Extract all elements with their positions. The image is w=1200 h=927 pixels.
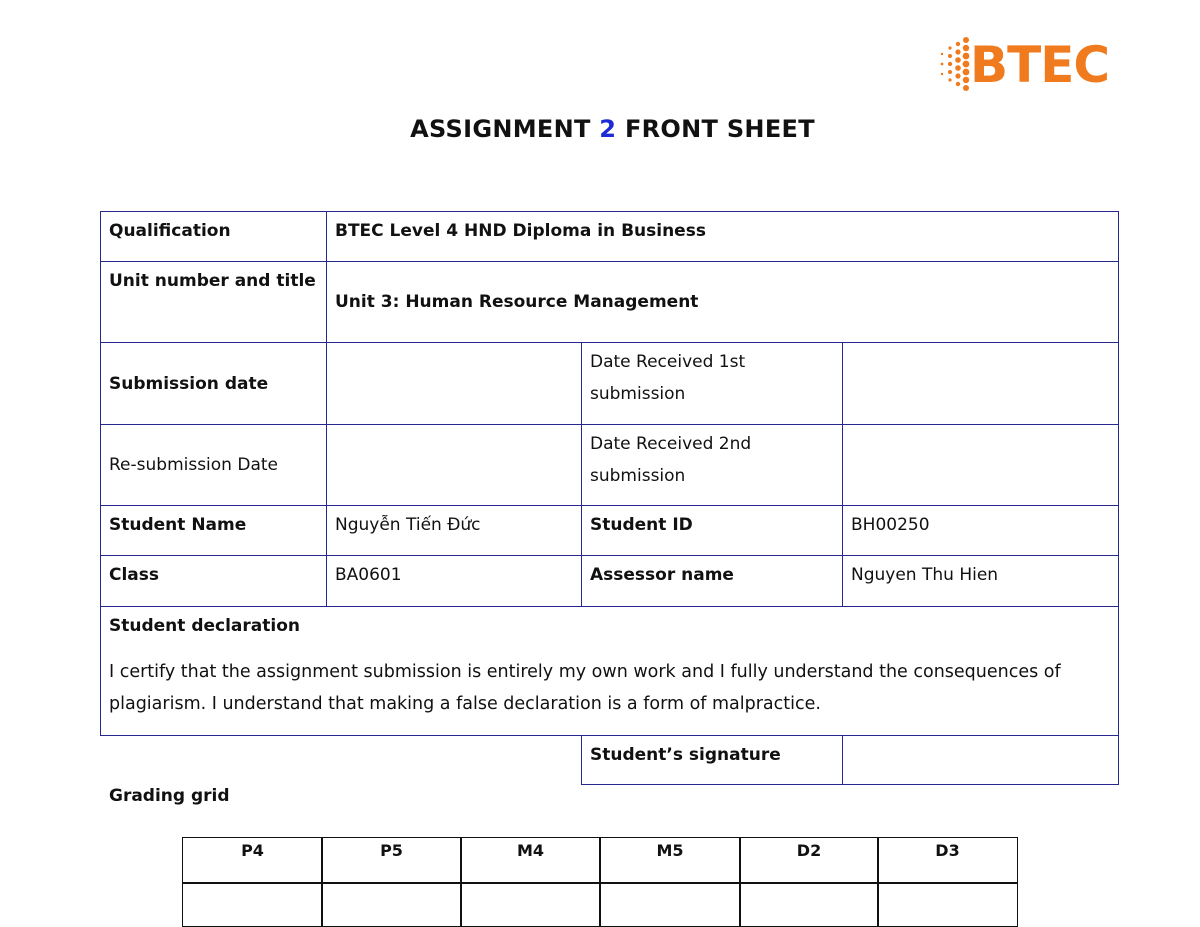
grid-header-m4: M4 <box>460 837 601 884</box>
grid-value-p4[interactable] <box>182 882 323 927</box>
grid-header-m5: M5 <box>599 837 741 884</box>
student-id-value[interactable]: BH00250 <box>842 505 1119 556</box>
grid-value-m4[interactable] <box>460 882 601 927</box>
grid-value-m5[interactable] <box>599 882 741 927</box>
assessor-name-value[interactable]: Nguyen Thu Hien <box>842 555 1119 607</box>
grid-header-p4: P4 <box>182 837 323 884</box>
submission-date-label-text: Submission date <box>109 373 269 394</box>
resubmission-date-label <box>100 424 327 506</box>
class-label: Class <box>100 555 327 607</box>
class-value[interactable]: BA0601 <box>326 555 582 607</box>
student-name-value[interactable]: Nguyễn Tiến Đức <box>326 505 582 556</box>
date-received-2nd-field[interactable] <box>842 424 1119 506</box>
qualification-value: BTEC Level 4 HND Diploma in Business <box>326 211 1119 262</box>
logo-text: BTEC <box>970 36 1110 94</box>
grid-value-d2[interactable] <box>739 882 879 927</box>
title-prefix: ASSIGNMENT <box>410 115 591 143</box>
grid-header-p5: P5 <box>321 837 462 884</box>
student-name-label: Student Name <box>100 505 327 556</box>
declaration-box <box>100 606 1119 736</box>
assessor-name-label: Assessor name <box>581 555 843 607</box>
declaration-heading: Student declaration <box>109 616 300 636</box>
grid-header-d3: D3 <box>877 837 1018 884</box>
resubmission-date-field[interactable] <box>326 424 582 506</box>
date-received-1st-field[interactable] <box>842 342 1119 425</box>
student-id-label: Student ID <box>581 505 843 556</box>
date-received-2nd-label: Date Received 2nd submission <box>581 424 843 506</box>
submission-date-field[interactable] <box>326 342 582 425</box>
grading-grid-label: Grading grid <box>109 786 230 806</box>
submission-date-label <box>100 342 327 425</box>
qualification-label: Qualification <box>100 211 327 262</box>
btec-logo <box>936 34 1122 94</box>
grid-value-p5[interactable] <box>321 882 462 927</box>
declaration-text: I certify that the assignment submission is entirely my own work and I fully understand the consequences of plagiarism. I understand that making a false declaration is a form of malpractice. <box>109 662 1061 714</box>
date-received-1st-label: Date Received 1st submission <box>581 342 843 425</box>
signature-field[interactable] <box>842 735 1119 785</box>
unit-value-text: Unit 3: Human Resource Management <box>335 292 699 312</box>
title-number: 2 <box>599 115 617 143</box>
resubmission-date-label-text: Re-submission Date <box>109 455 278 475</box>
title-suffix: FRONT SHEET <box>624 115 815 143</box>
grid-value-d3[interactable] <box>877 882 1018 927</box>
grid-header-d2: D2 <box>739 837 879 884</box>
signature-label: Student’s signature <box>581 735 843 785</box>
unit-value <box>326 261 1119 343</box>
unit-label: Unit number and title <box>100 261 327 343</box>
page-title <box>0 115 1200 143</box>
